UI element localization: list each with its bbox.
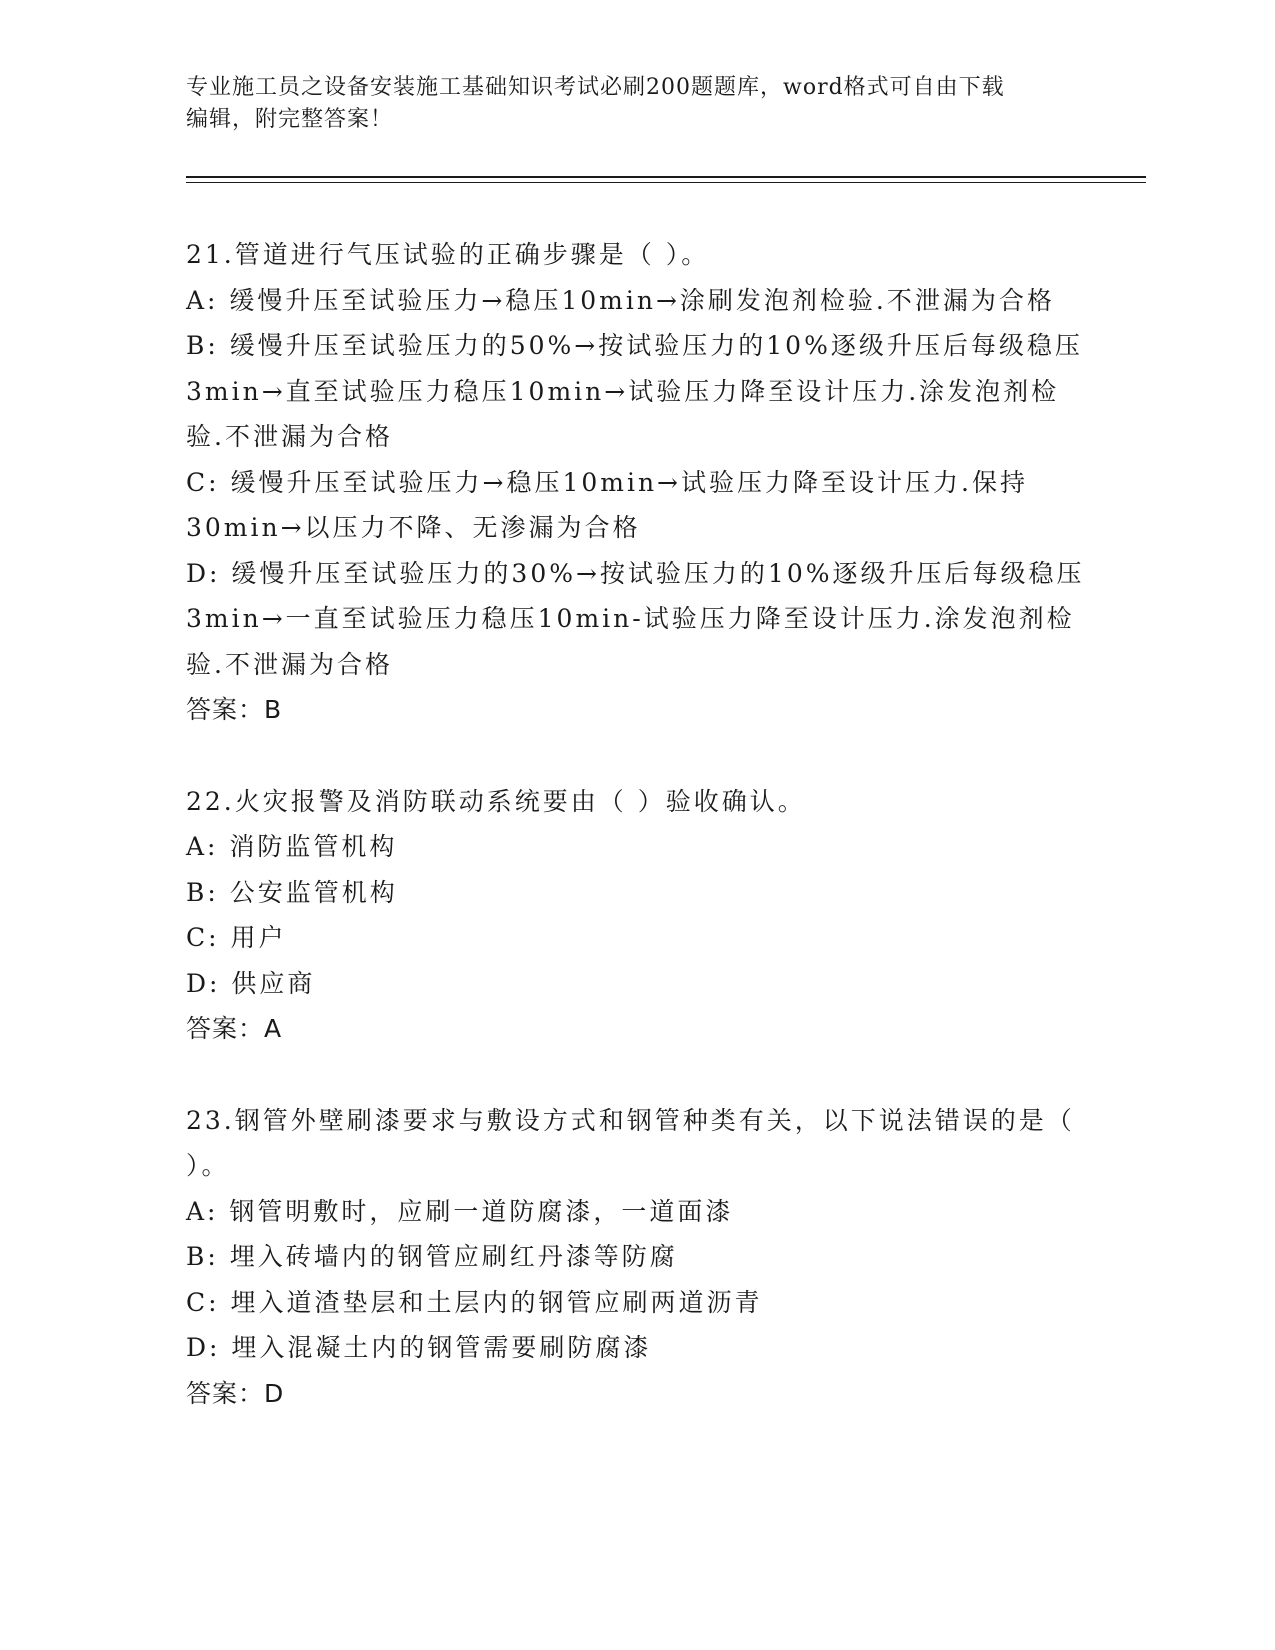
option-a: A: 消防监管机构 [186,832,398,861]
option-c: C: 埋入道渣垫层和土层内的钢管应刷两道沥青 [186,1287,763,1317]
question-stem: 23.钢管外壁刷漆要求与敷设方式和钢管种类有关，以下说法错误的是（ ）。 [186,1105,1075,1180]
option-a: A: 缓慢升压至试验压力→稳压10min→涂刷发泡剂检验.不泄漏为合格 [186,285,1055,315]
option-d: D: 缓慢升压至试验压力的30%→按试验压力的10%逐级升压后每级稳压3min→一直至试验压力稳压10min-试验压力降至设计压力.涂发泡剂检验.不泄漏为合格 [186,558,1085,679]
answer-label: 答案：B [186,695,283,724]
option-d: D: 供应商 [186,968,316,998]
question-23 [186,1098,1086,1417]
question-22 [186,779,1086,1052]
header-title-line-1: 专业施工员之设备安装施工基础知识考试必刷200题题库，word格式可自由下载 [186,75,1005,100]
answer-label: 答案：D [186,1378,285,1408]
option-d: D: 埋入混凝土内的钢管需要刷防腐漆 [186,1333,652,1362]
header-divider-thin [186,182,1146,183]
option-b: B: 公安监管机构 [186,877,398,907]
question-21 [186,232,1086,733]
question-list [186,232,1086,1462]
document-header [186,72,1066,136]
option-a: A: 钢管明敷时，应刷一道防腐漆，一道面漆 [186,1196,734,1226]
question-stem: 21.管道进行气压试验的正确步骤是（ ）。 [186,240,710,269]
header-title-line-2: 编辑，附完整答案！ [186,107,394,132]
option-b: B: 缓慢升压至试验压力的50%→按试验压力的10%逐级升压后每级稳压3min→直至试验压力稳压10min→试验压力降至设计压力.涂发泡剂检验.不泄漏为合格 [186,331,1083,451]
option-c: C: 用户 [186,923,287,952]
answer-label: 答案：A [186,1014,283,1043]
option-b: B: 埋入砖墙内的钢管应刷红丹漆等防腐 [186,1242,678,1271]
question-stem: 22.火灾报警及消防联动系统要由（ ）验收确认。 [186,786,806,816]
header-divider-thick [186,176,1146,178]
option-c: C: 缓慢升压至试验压力→稳压10min→试验压力降至设计压力.保持30min→以压力不降、无渗漏为合格 [186,467,1028,542]
